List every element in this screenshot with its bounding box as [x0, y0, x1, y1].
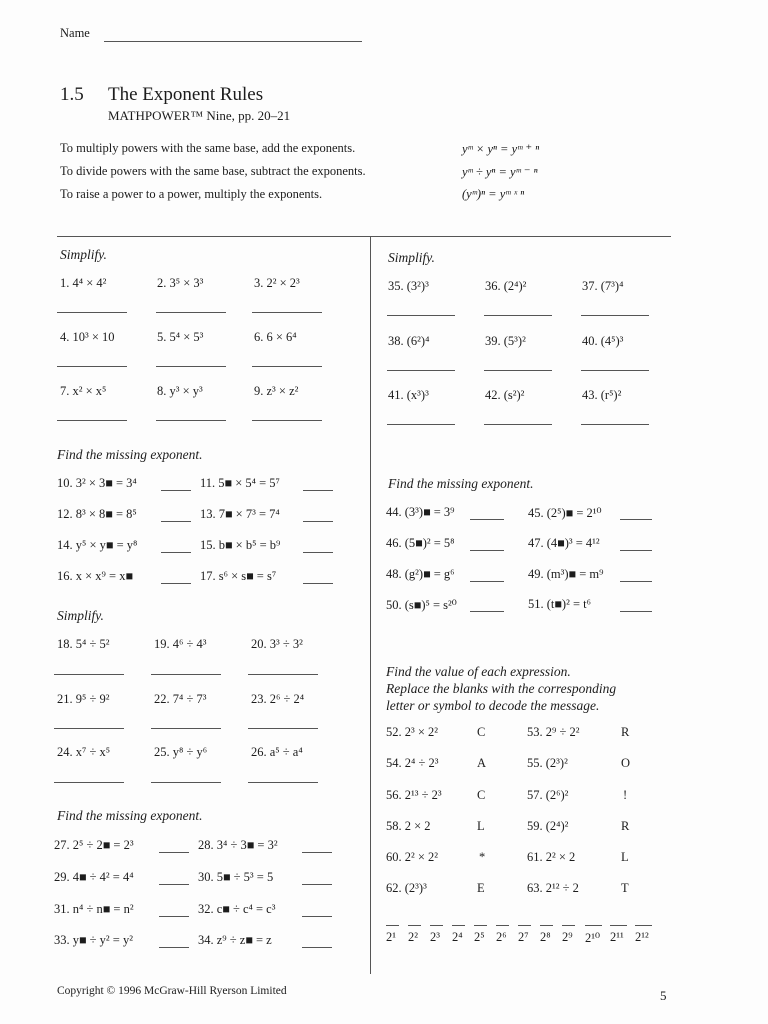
problem: 14. y⁵ × y■ = y⁸ [57, 538, 138, 552]
decode-code: L [477, 819, 485, 833]
problem: 3. 2² × 2³ [254, 276, 300, 290]
copyright-notice: Copyright © 1996 McGraw-Hill Ryerson Limited [57, 985, 287, 997]
answer-blank[interactable] [156, 420, 226, 421]
decode-blank[interactable] [518, 925, 531, 926]
problem: 17. s⁶ × s■ = s⁷ [200, 569, 277, 583]
decode-power: 2² [408, 930, 418, 944]
answer-blank[interactable] [156, 366, 226, 367]
answer-blank[interactable] [54, 674, 124, 675]
problem: 18. 5⁴ ÷ 5² [57, 637, 110, 651]
answer-blank[interactable] [248, 782, 318, 783]
decode-power: 2⁹ [562, 930, 573, 944]
decode-expression: 62. (2³)³ [386, 881, 427, 895]
answer-blank[interactable] [581, 370, 649, 371]
decode-expression: 59. (2⁴)² [527, 819, 569, 833]
problem: 33. y■ ÷ y² = y² [54, 933, 133, 947]
answer-blank[interactable] [302, 884, 332, 885]
decode-code: O [621, 756, 631, 770]
problem: 1. 4⁴ × 4² [60, 276, 107, 290]
answer-blank[interactable] [302, 947, 332, 948]
answer-blank[interactable] [151, 782, 221, 783]
answer-blank[interactable] [303, 552, 333, 553]
decode-power: 2¹⁰ [585, 931, 601, 945]
decode-expression: 54. 2⁴ ÷ 2³ [386, 756, 439, 770]
decode-expression: 63. 2¹² ÷ 2 [527, 881, 579, 895]
rule-text-2: To divide powers with the same base, subtract the exponents. [60, 164, 366, 178]
rule-text-1: To multiply powers with the same base, add the exponents. [60, 141, 356, 155]
decode-code: C [477, 788, 486, 802]
problem: 34. z⁹ ÷ z■ = z [198, 933, 272, 947]
rule-formula-1: yᵐ × yⁿ = yᵐ ⁺ ⁿ [462, 142, 540, 156]
answer-blank[interactable] [161, 583, 191, 584]
problem: 12. 8³ × 8■ = 8⁵ [57, 507, 137, 521]
answer-blank[interactable] [248, 674, 318, 675]
decode-expression: 60. 2² × 2² [386, 850, 439, 864]
answer-blank[interactable] [470, 519, 504, 520]
problem: 43. (r⁵)² [582, 388, 622, 402]
decode-blank[interactable] [585, 925, 602, 926]
decode-code: R [621, 725, 630, 739]
answer-blank[interactable] [57, 312, 127, 313]
answer-blank[interactable] [303, 521, 333, 522]
answer-blank[interactable] [581, 315, 649, 316]
answer-blank[interactable] [161, 490, 191, 491]
decode-power: 2⁸ [540, 930, 551, 944]
answer-blank[interactable] [159, 916, 189, 917]
heading-simplify-1: Simplify. [60, 247, 107, 262]
problem: 27. 2⁵ ÷ 2■ = 2³ [54, 838, 134, 852]
answer-blank[interactable] [156, 312, 226, 313]
rule-formula-3: (yᵐ)ⁿ = yᵐ ˣ ⁿ [462, 187, 525, 201]
heading-simplify-2: Simplify. [57, 608, 104, 623]
answer-blank[interactable] [252, 420, 322, 421]
decode-power: 2⁷ [518, 930, 529, 944]
name-label: Name [60, 26, 90, 40]
problem: 41. (x³)³ [388, 388, 429, 402]
decode-code: E [477, 881, 485, 895]
problem: 11. 5■ × 5⁴ = 5⁷ [200, 476, 280, 490]
heading-missing-exponent-3: Find the missing exponent. [388, 476, 534, 491]
problem: 9. z³ × z² [254, 384, 299, 398]
page-number: 5 [660, 988, 667, 1003]
problem: 51. (t■)² = t⁶ [528, 597, 591, 611]
answer-blank[interactable] [387, 315, 455, 316]
decode-blank[interactable] [474, 925, 487, 926]
answer-blank[interactable] [54, 728, 124, 729]
problem: 21. 9⁵ ÷ 9² [57, 692, 110, 706]
answer-blank[interactable] [303, 490, 333, 491]
name-line [104, 41, 362, 42]
problem: 44. (3³)■ = 3⁹ [386, 505, 455, 519]
decode-expression: 61. 2² × 2 [527, 850, 576, 864]
problem: 23. 2⁶ ÷ 2⁴ [251, 692, 305, 706]
problem: 35. (3²)³ [388, 279, 429, 293]
problem: 5. 5⁴ × 5³ [157, 330, 204, 344]
answer-blank[interactable] [57, 366, 127, 367]
heading-missing-exponent-2: Find the missing exponent. [57, 808, 203, 823]
answer-blank[interactable] [161, 552, 191, 553]
answer-blank[interactable] [620, 611, 652, 612]
decode-blank[interactable] [635, 925, 652, 926]
decode-power: 2⁴ [452, 930, 463, 944]
answer-blank[interactable] [484, 424, 552, 425]
decode-expression: 53. 2⁹ ÷ 2² [527, 725, 580, 739]
rule-text-3: To raise a power to a power, multiply the exponents. [60, 187, 323, 201]
decode-instructions-line-1: Find the value of each expression. [386, 664, 571, 679]
decode-code: L [621, 850, 629, 864]
problem: 37. (7³)⁴ [582, 279, 624, 293]
problem: 39. (5³)² [485, 334, 526, 348]
problem: 13. 7■ × 7³ = 7⁴ [200, 507, 280, 521]
problem: 7. x² × x⁵ [60, 384, 107, 398]
decode-expression: 57. (2⁶)² [527, 788, 569, 802]
decode-blank[interactable] [408, 925, 421, 926]
page-title: The Exponent Rules [108, 84, 264, 105]
decode-expression: 55. (2³)² [527, 756, 568, 770]
answer-blank[interactable] [151, 728, 221, 729]
decode-code: A [477, 756, 487, 770]
heading-missing-exponent-1: Find the missing exponent. [57, 447, 203, 462]
decode-power: 2⁵ [474, 930, 485, 944]
answer-blank[interactable] [252, 366, 322, 367]
decode-code: T [621, 881, 629, 895]
problem: 47. (4■)³ = 4¹² [528, 536, 600, 550]
problem: 32. c■ ÷ c⁴ = c³ [198, 902, 276, 916]
page-subtitle: MATHPOWER™ Nine, pp. 20–21 [108, 108, 291, 123]
answer-blank[interactable] [252, 312, 322, 313]
answer-blank[interactable] [470, 581, 504, 582]
answer-blank[interactable] [159, 852, 189, 853]
decode-expression: 58. 2 × 2 [386, 819, 431, 833]
decode-power: 2⁶ [496, 930, 507, 944]
decode-code: R [621, 819, 630, 833]
problem: 40. (4⁵)³ [582, 334, 624, 348]
problem: 45. (2⁵)■ = 2¹⁰ [528, 506, 602, 520]
decode-blank[interactable] [496, 925, 509, 926]
decode-power: 2³ [430, 930, 440, 944]
answer-blank[interactable] [54, 782, 124, 783]
decode-expression: 56. 2¹³ ÷ 2³ [386, 788, 442, 802]
decode-code: * [479, 850, 486, 864]
answer-blank[interactable] [484, 370, 552, 371]
decode-blank[interactable] [386, 925, 399, 926]
answer-blank[interactable] [387, 424, 455, 425]
problem: 42. (s²)² [485, 388, 525, 402]
answer-blank[interactable] [303, 583, 333, 584]
answer-blank[interactable] [302, 852, 332, 853]
heading-simplify-3: Simplify. [388, 250, 435, 265]
decode-blank[interactable] [452, 925, 465, 926]
problem: 20. 3³ ÷ 3² [251, 637, 303, 651]
problem: 30. 5■ ÷ 5³ = 5 [198, 870, 274, 884]
problem: 36. (2⁴)² [485, 279, 527, 293]
rule-formula-2: yᵐ ÷ yⁿ = yᵐ ⁻ ⁿ [462, 165, 538, 179]
decode-blank[interactable] [610, 925, 627, 926]
answer-blank[interactable] [248, 728, 318, 729]
decode-power: 2¹¹ [610, 930, 624, 944]
decode-blank[interactable] [430, 925, 443, 926]
problem: 38. (6²)⁴ [388, 334, 430, 348]
problem: 29. 4■ ÷ 4² = 4⁴ [54, 870, 134, 884]
decode-expression: 52. 2³ × 2² [386, 725, 439, 739]
problem: 4. 10³ × 10 [60, 330, 115, 344]
column-divider [370, 236, 371, 974]
answer-blank[interactable] [302, 916, 332, 917]
answer-blank[interactable] [470, 550, 504, 551]
problem: 50. (s■)⁵ = s²⁰ [386, 598, 457, 612]
problem: 48. (g²)■ = g⁶ [386, 567, 455, 581]
problem: 22. 7⁴ ÷ 7³ [154, 692, 207, 706]
decode-blank[interactable] [540, 925, 553, 926]
problem: 8. y³ × y³ [157, 384, 203, 398]
decode-power: 2¹² [635, 930, 649, 944]
answer-blank[interactable] [620, 550, 652, 551]
problem: 19. 4⁶ ÷ 4³ [154, 637, 207, 651]
answer-blank[interactable] [387, 370, 455, 371]
section-divider [57, 236, 671, 237]
answer-blank[interactable] [57, 420, 127, 421]
answer-blank[interactable] [484, 315, 552, 316]
answer-blank[interactable] [620, 519, 652, 520]
section-number: 1.5 [60, 84, 84, 105]
problem: 2. 3⁵ × 3³ [157, 276, 204, 290]
problem: 28. 3⁴ ÷ 3■ = 3² [198, 838, 278, 852]
problem: 16. x × x⁹ = x■ [57, 569, 134, 583]
answer-blank[interactable] [161, 521, 191, 522]
decode-code: C [477, 725, 486, 739]
decode-instructions-line-2: Replace the blanks with the corresponding [386, 681, 617, 696]
answer-blank[interactable] [620, 581, 652, 582]
problem: 49. (m³)■ = m⁹ [528, 567, 604, 581]
answer-blank[interactable] [470, 611, 504, 612]
problem: 25. y⁸ ÷ y⁶ [154, 745, 208, 759]
decode-instructions-line-3: letter or symbol to decode the message. [386, 698, 600, 713]
problem: 24. x⁷ ÷ x⁵ [57, 745, 111, 759]
answer-blank[interactable] [159, 884, 189, 885]
decode-blank[interactable] [562, 925, 575, 926]
decode-code: ! [623, 788, 628, 802]
problem: 31. n⁴ ÷ n■ = n² [54, 902, 134, 916]
problem: 10. 3² × 3■ = 3⁴ [57, 476, 137, 490]
decode-power: 2¹ [386, 930, 396, 944]
problem: 6. 6 × 6⁴ [254, 330, 297, 344]
answer-blank[interactable] [159, 947, 189, 948]
answer-blank[interactable] [151, 674, 221, 675]
problem: 46. (5■)² = 5⁸ [386, 536, 455, 550]
answer-blank[interactable] [581, 424, 649, 425]
problem: 26. a⁵ ÷ a⁴ [251, 745, 303, 759]
problem: 15. b■ × b⁵ = b⁹ [200, 538, 281, 552]
